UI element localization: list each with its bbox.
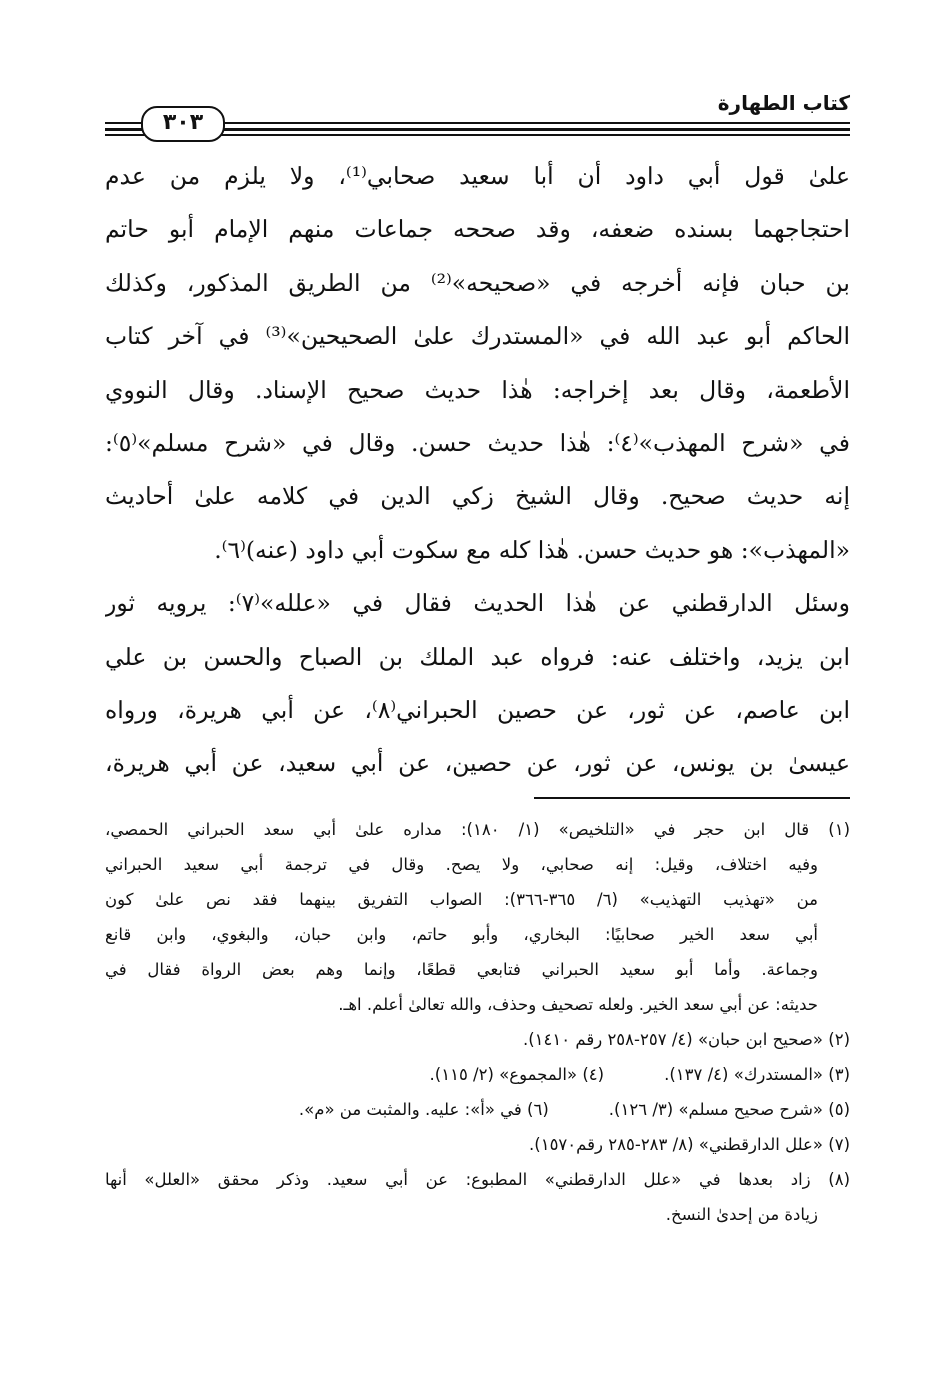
text-line: في «شرح المهذب»⁽٤⁾: هٰذا حديث حسن. وقال في «شرح مسلم»⁽٥⁾: [105, 428, 850, 457]
main-text [105, 150, 850, 791]
page-header [105, 88, 850, 140]
footnotes [105, 812, 850, 1232]
footnote-line: من «تهذيب التهذيب» (٦/ ٣٦٥-٣٦٦): الصواب التفريق بينهما فقد نص علىٰ كون [105, 890, 818, 909]
text-line: بن حبان فإنه أخرجه في «صحيحه»⁽²⁾ من الطريق المذكور، وكذلك [105, 268, 850, 297]
page-number: ٣٠٣ [141, 106, 225, 142]
footnote-pair [105, 1057, 850, 1092]
footnote-line: حديثه: عن أبي سعد الخير. ولعله تصحيف وحذف، والله تعالىٰ أعلم. اهـ. [338, 995, 818, 1014]
text-line: إنه حديث صحيح. وقال الشيخ زكي الدين في كلامه علىٰ أحاديث [105, 482, 850, 511]
footnote-8: (٨) زاد بعدها في «علل الدارقطني» المطبوع: عن أبي سعيد. وذكر محقق «العلل» أنها [105, 1170, 850, 1189]
footnote-7: (٧) «علل الدارقطني» (٨/ ٢٨٣-٢٨٥ رقم١٥٧٠). [529, 1135, 850, 1154]
footnote-6: (٦) في «أ»: عليه. والمثبت من «م». [298, 1100, 549, 1119]
footnote-line: وجماعة. وأما أبو سعيد الحبراني فتابعي قطعًا، وإنما وهم بعض الرواة فقال في [105, 960, 818, 979]
footnote-line: وفيه اختلاف، وقيل: إنه صحابي، ولا يصح. وقال في ترجمة أبي سعيد الحبراني [105, 855, 818, 874]
text-line: وسئل الدارقطني عن هٰذا الحديث فقال في «علله»⁽٧⁾: يرويه ثور [105, 589, 850, 618]
text-line: عيسىٰ بن يونس، عن ثور، عن حصين، عن أبي سعيد، عن أبي هريرة، [105, 749, 850, 778]
footnote-5: (٥) «شرح صحيح مسلم» (٣/ ١٢٦). [608, 1100, 850, 1119]
text-line: الأطعمة، وقال بعد إخراجه: هٰذا حديث صحيح الإسناد. وقال النووي [105, 375, 850, 404]
text-line: ابن يزيد، واختلف عنه: فرواه عبد الملك بن الصباح والحسن بن علي [105, 642, 850, 671]
footnote-line: (١) قال ابن حجر في «التلخيص» (١/ ١٨٠): مداره علىٰ أبي سعد الحبراني الحمصي، [105, 820, 850, 839]
text-line: احتجاجهما بسنده ضعفه، وقد صححه جماعات منهم الإمام أبو حاتم [105, 215, 850, 244]
footnote-divider [534, 797, 850, 799]
footnote-pair [105, 1092, 850, 1127]
text-line: علىٰ قول أبي داود أن أبا سعيد صحابي⁽¹⁾، ولا يلزم من عدم [105, 162, 850, 190]
footnote-2: (٢) «صحيح ابن حبان» (٤/ ٢٥٧-٢٥٨ رقم ١٤١٠). [522, 1030, 850, 1049]
text-line: «المهذب»: هو حديث حسن. هٰذا كله مع سكوت أبي داود (عنه)⁽٦⁾. [214, 535, 850, 564]
text-line: ابن عاصم، عن ثور، عن حصين الحبراني⁽٨⁾، عن أبي هريرة، ورواه [105, 695, 850, 724]
footnote-line: أبي سعد الخير صحابيًا: البخاري، وأبو حاتم، وابن حبان، والبغوي، وابن قانع [105, 925, 818, 944]
footnote-3: (٣) «المستدرك» (٤/ ١٣٧). [664, 1065, 850, 1084]
footnote-4: (٤) «المجموع» (٢/ ١١٥). [429, 1065, 605, 1084]
running-title: كتاب الطهارة [717, 91, 850, 115]
text-line: الحاكم أبو عبد الله في «المستدرك علىٰ الصحيحين»⁽³⁾ في آخر كتاب [105, 322, 850, 351]
footnote-line: زيادة من إحدىٰ النسخ. [665, 1205, 818, 1224]
